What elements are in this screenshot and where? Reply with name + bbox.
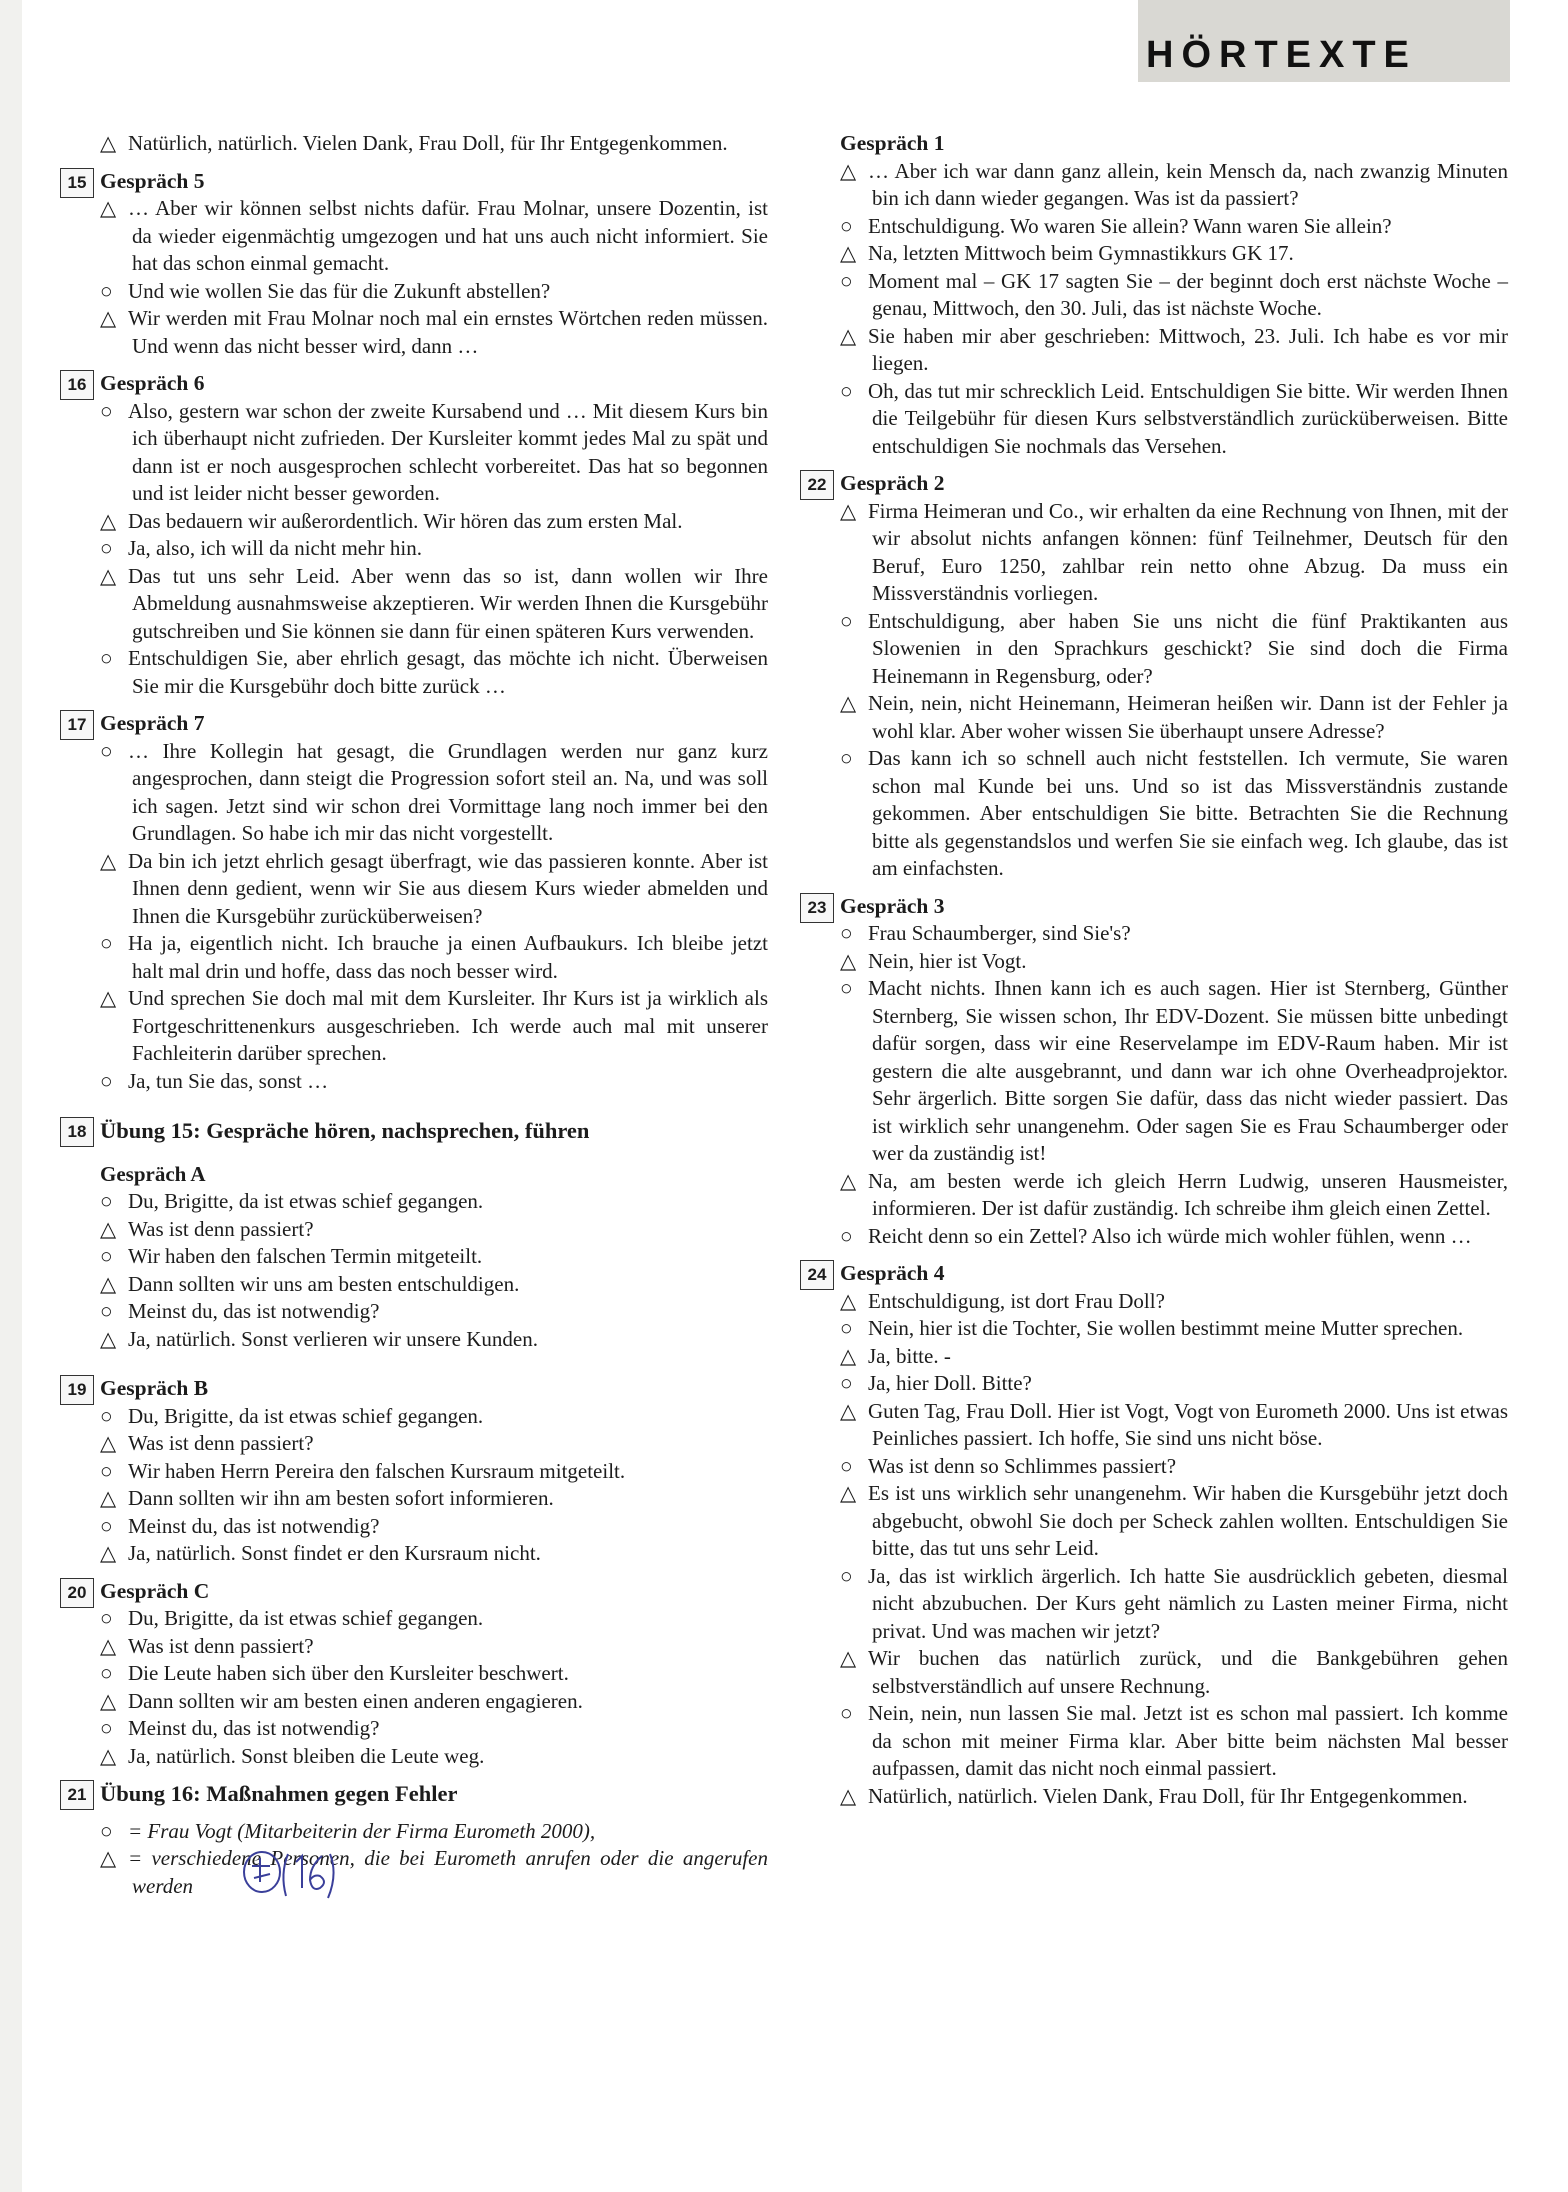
section-title: Gespräch 6	[100, 371, 205, 395]
dialogue-line	[840, 1343, 1508, 1371]
dialogue-line	[100, 398, 768, 508]
track-number: 16	[60, 370, 94, 400]
speaker-mark: ○	[100, 646, 113, 670]
dialogue-text: Wir werden mit Frau Molnar noch mal ein ernstes Wörtchen reden müssen. Und wenn das nicht besser wird, dann …	[128, 306, 768, 358]
speaker-mark: △	[100, 508, 117, 533]
dialogue-text: Na, am besten werde ich gleich Herrn Ludwig, unseren Hausmeister, informieren. Der ist dafür zuständig. Ich schreibe ihm gleich einen Zettel.	[868, 1168, 1508, 1220]
speaker-mark: ○	[100, 1661, 113, 1685]
spacer	[100, 1808, 768, 1818]
spacer	[100, 360, 768, 370]
speaker-mark: ○	[840, 976, 853, 1000]
dialogue-text: Du, Brigitte, da ist etwas schief gegangen.	[128, 1403, 484, 1428]
spacer	[840, 460, 1508, 470]
dialogue-text: Wir haben den falschen Termin mitgeteilt.	[128, 1244, 483, 1268]
speaker-mark: ○	[100, 1189, 113, 1213]
speaker-mark: ○	[840, 1371, 853, 1395]
dialogue-line	[100, 1513, 768, 1541]
spacer	[100, 1353, 768, 1375]
dialogue-text: Die Leute haben sich über den Kursleiter beschwert.	[128, 1661, 569, 1685]
dialogue-text: Ja, tun Sie das, sonst …	[128, 1068, 329, 1093]
speaker-mark: ○	[100, 278, 113, 303]
dialogue-line	[100, 1540, 768, 1568]
speaker-mark: △	[100, 1326, 117, 1351]
dialogue-line	[100, 563, 768, 646]
speaker-mark: △	[840, 1288, 857, 1313]
speaker-mark: ○	[100, 1244, 113, 1268]
dialogue-text: Du, Brigitte, da ist etwas schief gegangen.	[128, 1606, 484, 1630]
speaker-mark: △	[100, 306, 117, 330]
dialogue-text: Was ist denn passiert?	[128, 1633, 314, 1658]
section-title: Übung 15: Gespräche hören, nachsprechen, führen	[100, 1118, 590, 1143]
spacer	[100, 1145, 768, 1155]
page-edge-shadow	[0, 0, 22, 2192]
dialogue-text: Macht nichts. Ihnen kann ich es auch sagen. Hier ist Sternberg, Günther Sternberg, Sie wissen schon, Ihr EDV-Dozent. Sie müssen bitte unbedingt dafür sorgen, dass wir eine Reservelampe im EDV-Raum haben. Mir ist gestern die alte ausgebrannt, und dann war ich ohne Overheadprojektor. Sehr ärgerlich. Bitte sorgen Sie dafür, dass das nicht wieder passiert. Das ist wirklich sehr unangenehm. Oder sagen Sie es Frau Schaumberger oder wer da zuständig ist!	[868, 976, 1508, 1165]
dialogue-line	[100, 1818, 768, 1846]
dialogue-text: Ha ja, eigentlich nicht. Ich brauche ja einen Aufbaukurs. Ich bleibe jetzt halt mal drin und hoffe, dass das noch besser wird.	[128, 931, 768, 983]
dialogue-text: Guten Tag, Frau Doll. Hier ist Vogt, Vogt von Eurometh 2000. Uns ist etwas Peinliches passiert. Ich hoffe, Sie sind uns nicht böse.	[868, 1398, 1508, 1450]
dialogue-text: Das bedauern wir außerordentlich. Wir hören das zum ersten Mal.	[128, 508, 683, 533]
dialogue-line	[100, 508, 768, 536]
dialogue-text: Dann sollten wir am besten einen anderen engagieren.	[128, 1688, 583, 1713]
dialogue-line	[840, 1370, 1508, 1398]
dialogue-line	[840, 1223, 1508, 1251]
section-subtitle: Gespräch A	[100, 1161, 206, 1186]
dialogue-text: … Aber ich war dann ganz allein, kein Mensch da, nach zwanzig Minuten bin ich dann wieder gegangen. Was ist da passiert?	[868, 158, 1508, 210]
speaker-mark: △	[100, 196, 117, 220]
left-column	[67, 130, 768, 1922]
speaker-mark: ○	[100, 1606, 113, 1630]
speaker-mark: ○	[100, 1299, 113, 1323]
dialogue-text: Meinst du, das ist notwendig?	[128, 1513, 380, 1538]
dialogue-line	[100, 1688, 768, 1716]
dialogue-line	[840, 1563, 1508, 1646]
dialogue-line	[100, 985, 768, 1068]
dialogue-text: Was ist denn passiert?	[128, 1216, 314, 1241]
dialogue-line	[100, 1660, 768, 1688]
dialogue-text: = Frau Vogt (Mitarbeiterin der Firma Eurometh 2000),	[128, 1818, 596, 1843]
dialogue-line	[840, 1783, 1508, 1811]
dialogue-line	[840, 240, 1508, 268]
dialogue-line	[100, 1243, 768, 1271]
dialogue-line	[840, 948, 1508, 976]
dialogue-line	[100, 1326, 768, 1354]
dialogue-line	[840, 158, 1508, 213]
speaker-mark: △	[100, 1431, 117, 1455]
speaker-mark: ○	[840, 1701, 853, 1725]
speaker-mark: △	[840, 1343, 857, 1368]
speaker-mark: △	[840, 691, 857, 715]
dialogue-text: Was ist denn passiert?	[128, 1431, 314, 1455]
speaker-mark: △	[840, 158, 857, 183]
track-number: 21	[60, 1780, 94, 1810]
speaker-mark: △	[100, 563, 117, 588]
dialogue-text: Ja, hier Doll. Bitte?	[868, 1371, 1032, 1395]
track-number: 19	[60, 1375, 94, 1405]
dialogue-line	[840, 690, 1508, 745]
dialogue-text: Frau Schaumberger, sind Sie's?	[868, 921, 1131, 945]
dialogue-line	[840, 975, 1508, 1168]
speaker-mark: ○	[100, 1818, 113, 1843]
dialogue-line	[840, 498, 1508, 608]
dialogue-line	[100, 1216, 768, 1244]
speaker-mark: ○	[840, 746, 853, 770]
section	[67, 370, 768, 700]
dialogue-text: Nein, nein, nun lassen Sie mal. Jetzt ist es schon mal passiert. Ich komme da schon mit meiner Firma klar. Aber bitte beim nächsten Mal besser aufpassen, damit das nicht noch einmal passiert.	[868, 1701, 1508, 1780]
dialogue-text: Natürlich, natürlich. Vielen Dank, Frau Doll, für Ihr Entgegenkommen.	[128, 131, 728, 155]
dialogue-line	[100, 930, 768, 985]
section	[67, 168, 768, 361]
speaker-mark: △	[100, 1688, 117, 1713]
section	[67, 1780, 768, 1900]
dialogue-text: = verschiedene Personen, die bei Eurometh anrufen oder die angerufen werden	[128, 1846, 768, 1898]
speaker-mark: ○	[840, 608, 853, 633]
dialogue-line	[840, 745, 1508, 883]
dialogue-line	[100, 1715, 768, 1743]
dialogue-text: Entschuldigen Sie, aber ehrlich gesagt, das möchte ich nicht. Überweisen Sie mir die Kursgebühr doch bitte zurück …	[128, 646, 768, 698]
dialogue-text: Nein, hier ist die Tochter, Sie wollen bestimmt meine Mutter sprechen.	[868, 1316, 1464, 1340]
section-title: Gespräch 7	[100, 711, 205, 735]
dialogue-line	[100, 535, 768, 563]
spacer	[100, 700, 768, 710]
section	[67, 1375, 768, 1568]
dialogue-line	[840, 378, 1508, 461]
dialogue-text: Ja, das ist wirklich ärgerlich. Ich hatte Sie ausdrücklich gebeten, diesmal nicht abzubuchen. Der Kurs geht nämlich zu Lasten meiner Firma, nicht privat. Und was machen wir jetzt?	[868, 1563, 1508, 1643]
dialogue-line	[100, 1298, 768, 1326]
track-number: 15	[60, 168, 94, 198]
speaker-mark: △	[100, 1633, 117, 1658]
dialogue-line	[100, 1633, 768, 1661]
dialogue-line	[840, 920, 1508, 948]
dialogue-text: Meinst du, das ist notwendig?	[128, 1299, 380, 1323]
dialogue-line	[100, 1605, 768, 1633]
section	[840, 130, 1508, 460]
speaker-mark: ○	[840, 1453, 853, 1478]
section-title: Gespräch 3	[840, 893, 945, 918]
dialogue-line	[840, 608, 1508, 691]
track-number: 18	[60, 1117, 94, 1147]
dialogue-text: … Ihre Kollegin hat gesagt, die Grundlagen werden nur ganz kurz angesprochen, dann steigt die Progression sofort steil an. Na, und was soll ich sagen. Jetzt sind wir schon drei Vormittage lang noch immer bei den Grundlagen. So habe ich mir das nicht vorgestellt.	[128, 738, 768, 845]
spacer	[840, 1250, 1508, 1260]
dialogue-line	[840, 1453, 1508, 1481]
dialogue-line	[840, 268, 1508, 323]
speaker-mark: △	[840, 1646, 857, 1670]
spacer	[100, 158, 768, 168]
section-title: Gespräch C	[100, 1578, 210, 1603]
section-title: Gespräch 5	[100, 168, 205, 193]
dialogue-line	[100, 848, 768, 931]
track-number: 20	[60, 1578, 94, 1608]
speaker-mark: △	[840, 323, 857, 348]
dialogue-text: Dann sollten wir uns am besten entschuldigen.	[128, 1271, 520, 1296]
section-title: Gespräch B	[100, 1376, 209, 1400]
dialogue-line	[100, 1068, 768, 1096]
dialogue-text: Reicht denn so ein Zettel? Also ich würde mich wohler fühlen, wenn …	[868, 1223, 1472, 1248]
dialogue-line	[100, 278, 768, 306]
dialogue-line	[840, 1645, 1508, 1700]
spacer	[100, 1095, 768, 1117]
spacer	[100, 1900, 768, 1922]
dialogue-text: Nein, hier ist Vogt.	[868, 948, 1027, 973]
speaker-mark: ○	[100, 931, 113, 955]
dialogue-text: Ja, natürlich. Sonst findet er den Kursraum nicht.	[128, 1541, 541, 1565]
speaker-mark: △	[100, 1271, 117, 1296]
dialogue-text: Natürlich, natürlich. Vielen Dank, Frau Doll, für Ihr Entgegenkommen.	[868, 1783, 1468, 1808]
dialogue-text: Moment mal – GK 17 sagten Sie – der beginnt doch erst nächste Woche – genau, Mittwoch, den 30. Juli, das ist nächste Woche.	[868, 268, 1508, 320]
speaker-mark: ○	[840, 378, 853, 403]
section	[67, 710, 768, 1095]
dialogue-text: Ja, natürlich. Sonst bleiben die Leute weg.	[128, 1743, 485, 1768]
spacer	[100, 1770, 768, 1780]
speaker-mark: △	[840, 1783, 857, 1808]
dialogue-text: Du, Brigitte, da ist etwas schief gegangen.	[128, 1189, 484, 1213]
dialogue-line	[100, 738, 768, 848]
speaker-mark: △	[100, 1743, 117, 1768]
track-number: 23	[800, 893, 834, 923]
dialogue-line	[100, 1743, 768, 1771]
speaker-mark: △	[840, 1168, 857, 1193]
dialogue-line	[840, 1288, 1508, 1316]
speaker-mark: △	[840, 1481, 857, 1505]
speaker-mark: ○	[100, 1403, 113, 1428]
section-title: Gespräch 4	[840, 1261, 945, 1285]
speaker-mark: ○	[840, 268, 853, 293]
dialogue-text: Nein, nein, nicht Heinemann, Heimeran heißen wir. Dann ist der Fehler ja wohl klar. Aber woher wissen Sie überhaupt unsere Adresse?	[868, 691, 1508, 743]
dialogue-text: Ja, bitte. -	[868, 1343, 951, 1368]
dialogue-line	[100, 645, 768, 700]
speaker-mark: △	[840, 948, 857, 973]
speaker-mark: ○	[100, 1513, 113, 1538]
dialogue-text: Entschuldigung. Wo waren Sie allein? Wann waren Sie allein?	[868, 213, 1392, 238]
dialogue-text: Meinst du, das ist notwendig?	[128, 1716, 380, 1740]
dialogue-text: Was ist denn so Schlimmes passiert?	[868, 1453, 1177, 1478]
speaker-mark: △	[840, 241, 857, 265]
dialogue-line	[100, 130, 768, 158]
speaker-mark: ○	[100, 398, 113, 423]
speaker-mark: ○	[840, 213, 853, 238]
dialogue-text: Entschuldigung, ist dort Frau Doll?	[868, 1288, 1165, 1313]
dialogue-text: Firma Heimeran und Co., wir erhalten da eine Rechnung von Ihnen, mit der wir absolut nichts anfangen können: fünf Teilnehmer, Deutsch für den Beruf, Euro 1250, zahlbar rein netto ohne Abzug. Da muss ein Missverständnis vorliegen.	[868, 498, 1508, 605]
dialogue-line	[100, 195, 768, 278]
dialogue-text: Entschuldigung, aber haben Sie uns nicht die fünf Praktikanten aus Slowenien in den Sprachkurs geschickt? Sie sind doch die Firma Heinemann in Regensburg, oder?	[868, 608, 1508, 688]
speaker-mark: △	[840, 498, 857, 523]
dialogue-text: Wir haben Herrn Pereira den falschen Kursraum mitgeteilt.	[128, 1458, 626, 1483]
dialogue-text: Da bin ich jetzt ehrlich gesagt überfragt, wie das passieren konnte. Aber ist Ihnen denn gedient, wenn wir Sie aus diesem Kurs wieder abmelden und Ihnen die Kursgebühr zurücküberweisen?	[128, 848, 768, 928]
dialogue-line	[100, 1271, 768, 1299]
spacer	[100, 1568, 768, 1578]
dialogue-text: Sie haben mir aber geschrieben: Mittwoch, 23. Juli. Ich habe es vor mir liegen.	[868, 323, 1508, 375]
dialogue-line	[100, 1458, 768, 1486]
speaker-mark: ○	[840, 1563, 853, 1588]
speaker-mark: △	[100, 848, 117, 873]
spacer	[840, 883, 1508, 893]
track-number: 24	[800, 1260, 834, 1290]
section-title: Gespräch 2	[840, 471, 945, 495]
speaker-mark: △	[100, 1486, 117, 1510]
section	[807, 893, 1508, 1251]
track-number: 17	[60, 710, 94, 740]
dialogue-line	[840, 1315, 1508, 1343]
speaker-mark: △	[100, 1216, 117, 1241]
dialogue-text: Ja, also, ich will da nicht mehr hin.	[128, 536, 422, 560]
speaker-mark: ○	[100, 1716, 113, 1740]
speaker-mark: ○	[840, 1316, 853, 1340]
dialogue-line	[840, 213, 1508, 241]
dialogue-line	[840, 1168, 1508, 1223]
dialogue-line	[840, 1700, 1508, 1783]
section	[807, 470, 1508, 883]
speaker-mark: △	[840, 1398, 857, 1423]
dialogue-text: Wir buchen das natürlich zurück, und die Bankgebühren gehen selbstverständlich auf unsere Rechnung.	[868, 1646, 1508, 1698]
speaker-mark: △	[100, 1846, 117, 1870]
dialogue-line	[100, 1485, 768, 1513]
dialogue-text: Und sprechen Sie doch mal mit dem Kursleiter. Ihr Kurs ist ja wirklich als Fortgeschrittenenkurs ausgeschrieben. Ich werde auch mal mit unserer Fachleiterin darüber sprechen.	[128, 986, 768, 1065]
dialogue-line	[840, 1480, 1508, 1563]
speaker-mark: ○	[840, 1223, 853, 1248]
dialogue-line	[100, 1845, 768, 1900]
dialogue-text: Und wie wollen Sie das für die Zukunft abstellen?	[128, 278, 551, 303]
section	[807, 1260, 1508, 1810]
section-title: Gespräch 1	[840, 131, 945, 155]
speaker-mark: ○	[840, 921, 853, 945]
dialogue-line	[100, 1188, 768, 1216]
dialogue-line	[100, 1430, 768, 1458]
dialogue-line	[100, 1403, 768, 1431]
speaker-mark: △	[100, 1541, 117, 1565]
dialogue-line	[100, 305, 768, 360]
section	[67, 1578, 768, 1771]
right-column	[807, 130, 1508, 1820]
dialogue-text: Also, gestern war schon der zweite Kursabend und … Mit diesem Kurs bin ich überhaupt nicht zufrieden. Der Kursleiter kommt jedes Mal zu spät und dann ist er noch ausgesprochen schlecht vorbereitet. Das hat so begonnen und ist leider nicht besser geworden.	[128, 398, 768, 505]
speaker-mark: ○	[100, 1458, 113, 1483]
spacer	[840, 1810, 1508, 1820]
dialogue-text: Ja, natürlich. Sonst verlieren wir unsere Kunden.	[128, 1326, 538, 1351]
dialogue-text: Na, letzten Mittwoch beim Gymnastikkurs GK 17.	[868, 241, 1294, 265]
dialogue-line	[840, 323, 1508, 378]
track-number: 22	[800, 470, 834, 500]
section	[67, 1117, 768, 1353]
section-title: Übung 16: Maßnahmen gegen Fehler	[100, 1781, 458, 1806]
dialogue-text: Dann sollten wir ihn am besten sofort informieren.	[128, 1486, 554, 1510]
speaker-mark: ○	[100, 536, 113, 560]
dialogue-text: Das kann ich so schnell auch nicht feststellen. Ich vermute, Sie waren schon mal Kunde bei uns. Und so ist das Missverständnis zustande gekommen. Aber entschuldigen Sie bitte. Betrachten Sie die Rechnung bitte als gegenstandslos und werfen Sie sie einfach weg. Ich glaube, das ist am einfachsten.	[868, 746, 1508, 880]
speaker-mark: △	[100, 986, 117, 1010]
speaker-mark: ○	[100, 738, 113, 763]
dialogue-text: Es ist uns wirklich sehr unangenehm. Wir haben die Kursgebühr jetzt doch abgebucht, obwohl Sie doch per Scheck zahlen wollten. Entschuldigen Sie bitte, das tut uns sehr Leid.	[868, 1481, 1508, 1560]
dialogue-text: … Aber wir können selbst nichts dafür. Frau Molnar, unsere Dozentin, ist da wieder eigenmächtig umgezogen und hat uns auch nicht informiert. Sie hat das schon einmal gemacht.	[128, 196, 768, 275]
handwritten-annotation	[240, 1848, 336, 1904]
page-header-title: HÖRTEXTE	[1146, 34, 1417, 76]
speaker-mark: △	[100, 131, 117, 155]
dialogue-text: Oh, das tut mir schrecklich Leid. Entschuldigen Sie bitte. Wir werden Ihnen die Teilgebühr für diesen Kurs selbstverständlich zurücküberweisen. Bitte entschuldigen Sie nochmals das Versehen.	[868, 378, 1508, 458]
dialogue-line	[840, 1398, 1508, 1453]
speaker-mark: ○	[100, 1068, 113, 1093]
dialogue-text: Das tut uns sehr Leid. Aber wenn das so ist, dann wollen wir Ihre Abmeldung ausnahmsweise akzeptieren. Wir werden Ihnen die Kursgebühr gutschreiben und Sie können sie dann für einen späteren Kurs verwenden.	[128, 563, 768, 643]
